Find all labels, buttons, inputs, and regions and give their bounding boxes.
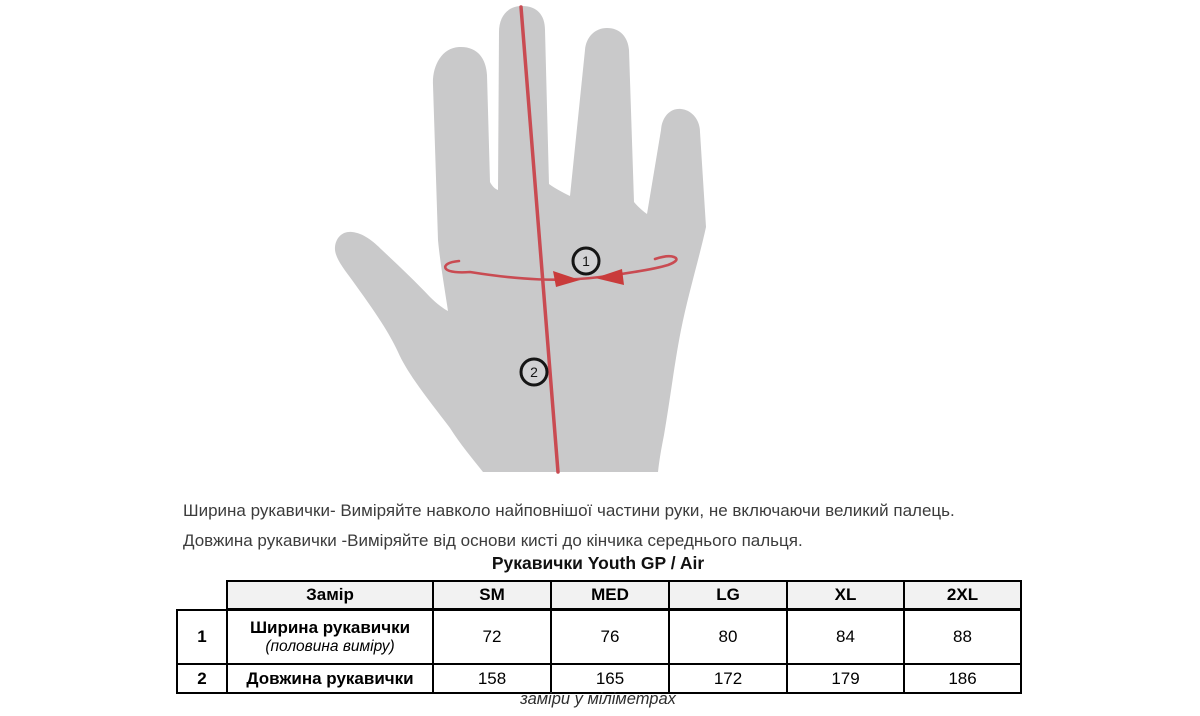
units-footnote: заміри у міліметрах <box>520 690 676 708</box>
length-value-lg: 172 <box>669 664 787 693</box>
row-number: 2 <box>177 664 227 693</box>
width-value-sm: 72 <box>433 610 551 665</box>
width-value-med: 76 <box>551 610 669 665</box>
header-size-xl: XL <box>787 581 904 610</box>
hand-measurement-diagram <box>320 0 720 485</box>
width-value-lg: 80 <box>669 610 787 665</box>
table-row-length <box>177 664 1021 693</box>
row-label: Ширина рукавички <box>249 618 411 637</box>
length-value-xl: 179 <box>787 664 904 693</box>
length-value-2xl: 186 <box>904 664 1021 693</box>
size-table-title: Рукавички Youth GP / Air <box>491 553 705 573</box>
header-size-sm: SM <box>433 581 551 610</box>
header-size-lg: LG <box>669 581 787 610</box>
size-table <box>176 580 1022 694</box>
width-instruction-text: Ширина рукавички- Виміряйте навколо найповнішої частини руки, не включаючи великий палець. <box>183 501 955 520</box>
row-label: Довжина рукавички <box>246 668 414 688</box>
length-value-sm: 158 <box>433 664 551 693</box>
width-value-xl: 84 <box>787 610 904 665</box>
row-number: 1 <box>177 610 227 665</box>
length-value-med: 165 <box>551 664 669 693</box>
measurement-instructions <box>183 496 1083 556</box>
marker-1-number: 1 <box>582 253 590 269</box>
row-label-cell <box>227 664 433 693</box>
header-size-med: MED <box>551 581 669 610</box>
row-label-cell <box>227 610 433 665</box>
header-measure: Замір <box>227 581 433 610</box>
marker-1-badge <box>573 248 599 274</box>
table-row-width <box>177 610 1021 665</box>
hand-silhouette <box>335 6 706 472</box>
length-instruction-text: Довжина рукавички -Виміряйте від основи кисті до кінчика середнього пальця. <box>183 531 803 550</box>
marker-2-number: 2 <box>530 364 538 380</box>
header-blank-cell <box>177 581 227 610</box>
size-table-header-row <box>177 581 1021 610</box>
marker-2-badge <box>521 359 547 385</box>
header-size-2xl: 2XL <box>904 581 1021 610</box>
width-value-2xl: 88 <box>904 610 1021 665</box>
row-sublabel: (половина виміру) <box>265 638 395 655</box>
